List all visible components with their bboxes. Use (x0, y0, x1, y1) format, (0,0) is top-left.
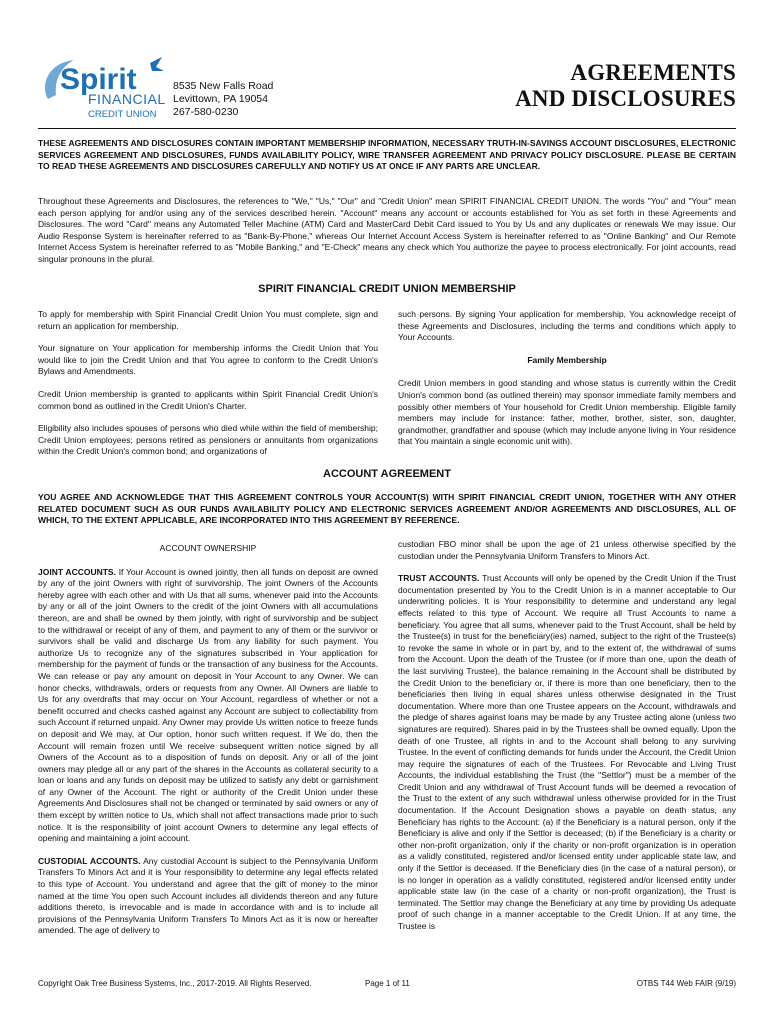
family-membership-paragraph: Credit Union members in good standing and whose status is currently within the Credit Union's common bond (as outlined therein) may sponsor immediate family members and possibly other members of Your household for Credit Union membership. Eligible family members may include for instance: father, mother, brother, sister, son, daughter, grandmother, grandfather and spouse (which may include anyone living in Your residence that You maintain a single economic unit with). (398, 378, 736, 447)
credit-union-logo (38, 55, 166, 119)
membership-paragraph: To apply for membership with Spirit Financial Credit Union You must complete, sign and return an application for membership. (38, 309, 378, 331)
custodial-accounts-label: CUSTODIAL ACCOUNTS. (38, 855, 141, 866)
footer-form-id: OTBS T44 Web FAIR (9/19) (636, 979, 736, 988)
custodial-accounts-text: Any custodial Account is subject to the Pennsylvania Uniform Transfers To Minors Act and it is Your responsibility to determine any legal effects related to this type of Account. You understand and agree that the gift of money to the minor named at the time You open such Account includes all dividends thereon and any future additions thereto, is irrevocable and is made in accordance with and is to include all provisions of the Pennsylvania Uniform Transfers To Minors Act as it is now or hereafter amended. The age of delivery to (38, 855, 378, 936)
address-phone: 267-580-0230 (173, 106, 239, 118)
logo-brand-text: Spirit (60, 63, 137, 96)
logo-graphic (38, 55, 166, 119)
account-left-column (38, 539, 378, 948)
membership-paragraph: such persons. By signing Your application for membership, You acknowledge receipt of these Agreements and Disclosures, including the terms and conditions which apply to Your Accounts. (398, 309, 736, 343)
intro-body-paragraph: Throughout these Agreements and Disclosures, the references to "We," "Us," "Our" and "Credit Union" mean SPIRIT FINANCIAL CREDIT UNION. The words "You" and "Your" mean each person applying for and/or using any of the services described herein. "Account" means any account or accounts established for You as set forth in these Agreements and Disclosures. The word "Card" means any Automated Teller Machine (ATM) Card and MasterCard Debit Card issued to You by Us and any duplicates or renewals We may issue. Our Audio Response System is hereinafter referred to as "Bank-By-Phone," whereas Our Internet Account Access System is hereinafter referred to as "Online Banking" and Our Remote Internet Access System is hereinafter referred to as "Mobile Banking," and "E-Check" means any check which You authorize the payee to process electronically. For joint accounts, read singular pronouns in the plural. (38, 196, 736, 264)
trust-accounts-paragraph (398, 573, 736, 932)
membership-left-column (38, 309, 378, 469)
address-street: 8535 New Falls Road (173, 80, 274, 92)
intro-caps-paragraph: THESE AGREEMENTS AND DISCLOSURES CONTAIN IMPORTANT MEMBERSHIP INFORMATION, NECESSARY TRUTH-IN-SAVINGS ACCOUNT DISCLOSURES, ELECTRONIC SERVICES AGREEMENT AND DISCLOSURES, FUNDS AVAILABILITY POLICY, WIRE TRANSFER AGREEMENT AND PRIVACY POLICY DISCLOSURE. PLEASE BE CERTAIN TO READ THESE AGREEMENTS AND DISCLOSURES CAREFULLY AND NOTIFY US AT ONCE IF ANY PARTS ARE UNCLEAR. (38, 138, 736, 172)
custodial-accounts-paragraph (38, 856, 378, 937)
document-title (515, 60, 736, 112)
account-agreement-caps-paragraph: YOU AGREE AND ACKNOWLEDGE THAT THIS AGREEMENT CONTROLS YOUR ACCOUNT(S) WITH SPIRIT FINANCIAL CREDIT UNION, TOGETHER WITH ANY OTHER RELATED DOCUMENT SUCH AS OUR FUNDS AVAILABILITY POLICY AND ELECTRONIC SERVICES AGREEMENT AND/OR AGREEMENTS AND DISCLOSURES, ALL OF WHICH, TO THE EXTENT APPLICABLE, ARE INCORPORATED INTO THIS AGREEMENT BY REFERENCE. (38, 492, 736, 526)
header-divider (38, 128, 736, 129)
title-line-1: AGREEMENTS (570, 60, 736, 85)
custodial-continued-paragraph: custodian FBO minor shall be upon the age of 21 unless otherwise specified by the custodian under the Pennsylvania Uniform Transfers to Minors Act. (398, 539, 736, 561)
membership-paragraph: Eligibility also includes spouses of persons who died while within the field of membership; Credit Union employees; persons retired as pensioners or annuitants from organizations within the Credit Union's common bond; and organizations of (38, 423, 378, 457)
membership-right-column (398, 309, 736, 459)
footer-page-number: Page 1 of 11 (365, 979, 410, 988)
joint-accounts-text: If Your Account is owned jointly, then all funds on deposit are owned by any of the joint Owners with right of survivorship. The joint Owners of the Accounts hereby agree with each other and with Us that all sums, whenever paid into the Accounts by any or all of the joint Owners to the credit of the joint Owners with all accumulations thereon, are and shall be owned by them jointly, with right of survivorship and be subject to the withdrawal or receipt of any of them, and payment to any of them or the survivor or survivors shall be valid and discharge Us from any liability for such payment. You authorize Us to recognize any of the signatures subscribed in Your application for membership for the payment of funds or the transaction of any business for the Accounts. We can release or pay any amount on deposit in Your Account to any Owner. We can honor checks, withdrawals, orders or requests from any Owner. All Owners are liable to Us for any overdrafts that may occur on Your Account, regardless of whether or not a benefit occurred and checks cashed against any Account are subject to collectability from such Account if returned unpaid. Any Owner may provide Us written notice to freeze funds on deposit and We may, at Our option, honor such written request. If We do, then the Account will remain frozen until We receive subsequent written notice signed by all Owners of the Account as to a disposition of funds on deposit. Any or all of the joint owners may pledge all or any part of the shares in the Accounts as collateral security to a loan or loans and any funds on deposit may be utilized to satisfy any debt or garnishment of any Owner of the Account. The right or authority of the Credit Union under these Agreements And Disclosures shall not be changed or terminated by said owners or any of them except by written notice to Us, which shall not affect transactions made prior to such notice. It is the responsibility of joint account Owners to determine any legal effects of opening and maintaining a joint account. (38, 566, 379, 844)
account-right-column (398, 539, 736, 944)
title-line-2: AND DISCLOSURES (515, 86, 736, 111)
membership-paragraph: Your signature on Your application for membership informs the Credit Union that You would like to join the Credit Union and that You agree to conform to the Credit Union's Bylaws and Amendments. (38, 343, 378, 377)
account-agreement-heading: ACCOUNT AGREEMENT (323, 468, 451, 480)
footer-copyright: Copyright Oak Tree Business Systems, Inc., 2017-2019. All Rights Reserved. (38, 979, 312, 988)
account-ownership-heading: ACCOUNT OWNERSHIP (159, 543, 257, 553)
logo-line2-text: FINANCIAL (88, 91, 166, 107)
joint-accounts-label: JOINT ACCOUNTS. (38, 566, 116, 577)
logo-bird-shape (150, 57, 164, 71)
trust-accounts-label: TRUST ACCOUNTS. (398, 573, 480, 584)
trust-accounts-text: Trust Accounts will only be opened by the Credit Union if the Trust documentation presented by You to the Credit Union is in a manner acceptable to Our underwriting policies. It is Your responsibility to determine and understand any legal effects related to this type of Account. We require all Trust Accounts to name a beneficiary. You agree that all sums, whenever paid to the Trust Account, shall be held by the Trustee(s) in trust for the beneficiary(ies) named, subject to the right of the Trustee(s) to revoke the same in whole or in part by, and to the extent of, the withdrawal of sums from the Account. Upon the death of the Trustee (or if more than one, upon the death of the last surviving Trustee), the balance remaining in the Account shall be distributed by the Credit Union to the beneficiary or, if there is more than one beneficiary, then to the beneficiaries then living in equal shares unless otherwise designated in the Trust documentation. Where more than one Trustee appears on the Account, withdrawals and the pledge of shares against loans may be made by any Trustee acting alone (unless two signatures are required). Shares paid in by the Trustees shall be owned equally. Upon the death of one Trustee, all rights in and to the Account shall belong to any surviving Trustee. In the event of conflicting demands for funds under the Account, the Credit Union may require the signatures of each of the Trustees. For Revocable and Living Trust Accounts, the individual establishing the Trust (the "Settlor") must be a member of the Credit Union and any withdrawal of Trust Account funds will be deemed a revocation of the Trust to the extent of any such withdrawal unless otherwise provided for in the Trust documentation. If the Account Designation shows a payable on death status, any Beneficiary has rights to the Account: (a) if the Beneficiary is a natural person, only if the Beneficiary is alive and only if the Settlor is deceased; (b) if the Beneficiary is a charity or other non-profit organization, only if the charity or non-profit organization is in operation as a validly constituted, registered and/or licensed entity under applicable state law, and only if the Settlor is deceased. If the Beneficiary dies (in the case of a natural person), or is no longer in operation as a validly constituted, registered and/or licensed entity under applicable state law (in the case of a charity or non-profit organization), the Trust is terminated. The Settlor may change the Beneficiary at any time by providing Us adequate proof of such change in a manner acceptable to the Credit Union. If at any time, the Trustee is (398, 573, 737, 931)
family-membership-heading: Family Membership (527, 354, 607, 365)
address-city: Levittown, PA 19054 (173, 93, 268, 105)
joint-accounts-paragraph (38, 567, 378, 845)
logo-line3-text: CREDIT UNION (88, 109, 157, 119)
membership-heading: SPIRIT FINANCIAL CREDIT UNION MEMBERSHIP (258, 283, 516, 295)
address-block (173, 80, 273, 119)
membership-paragraph: Credit Union membership is granted to applicants within Spirit Financial Credit Union's common bond as outlined in the Credit Union's Charter. (38, 388, 378, 411)
